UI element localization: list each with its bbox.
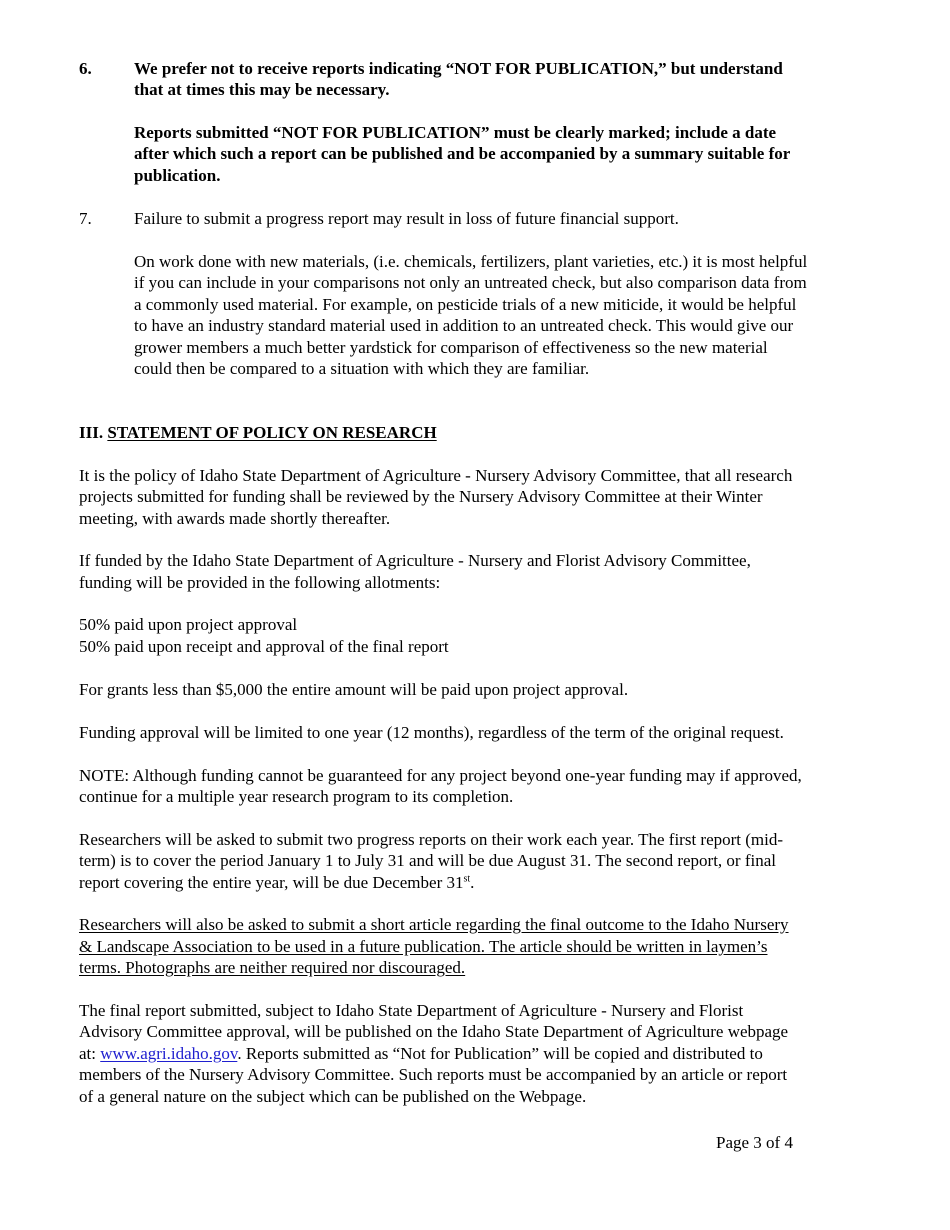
final-line-2: Advisory Committee approval, will be published on the Idaho State Department of Agriculture webpage xyxy=(79,1022,789,1041)
allotment-1: 50% paid upon project approval xyxy=(79,615,298,634)
policy-line-2: projects submitted for funding shall be reviewed by the Nursery Advisory Committee at their Winter xyxy=(79,487,763,506)
reports-line-1: Researchers will be asked to submit two progress reports on their work each year. The first report (mid- xyxy=(79,830,784,849)
final-after-text: . Reports submitted as “Not for Publication” will be copied and distributed to xyxy=(237,1044,763,1063)
section-title: STATEMENT OF POLICY ON RESEARCH xyxy=(107,423,437,442)
final-line-4: members of the Nursery Advisory Committee. Such reports must be accompanied by an article or report xyxy=(79,1065,788,1084)
item-6-line-1: We prefer not to receive reports indicating “NOT FOR PUBLICATION,” but understand xyxy=(134,59,783,78)
item-7-body-line-5: grower members a much better yardstick for comparison of effectiveness so the new material xyxy=(134,338,768,357)
article-line-1: Researchers will also be asked to submit a short article regarding the final outcome to the Idaho Nursery xyxy=(79,915,789,934)
policy-line-1: It is the policy of Idaho State Department of Agriculture - Nursery Advisory Committee, that all research xyxy=(79,466,793,485)
reports-line-2: term) is to cover the period January 1 to July 31 and will be due August 31. The second report, or final xyxy=(79,851,776,870)
agri-website-link[interactable]: www.agri.idaho.gov xyxy=(100,1044,238,1063)
funded-line-2: funding will be provided in the following allotments: xyxy=(79,573,441,592)
limit-line: Funding approval will be limited to one year (12 months), regardless of the term of the original request. xyxy=(79,723,784,742)
item-7-body-line-2: if you can include in your comparisons not only an untreated check, but also comparison data from xyxy=(134,273,807,292)
reports-line-3 xyxy=(79,872,474,894)
item-6-note-line-3: publication. xyxy=(134,166,221,185)
funded-line-1: If funded by the Idaho State Department of Agriculture - Nursery and Florist Advisory Committee, xyxy=(79,551,751,570)
item-7-body-line-3: a commonly used material. For example, on pesticide trials of a new miticide, it would be helpful xyxy=(134,295,797,314)
reports-line-3-end: . xyxy=(470,873,475,892)
page-number: Page 3 of 4 xyxy=(716,1133,793,1152)
item-7-number: 7. xyxy=(79,209,92,228)
note-line-2: continue for a multiple year research program to its completion. xyxy=(79,787,514,806)
policy-line-3: meeting, with awards made shortly thereafter. xyxy=(79,509,391,528)
item-6-line-2: that at times this may be necessary. xyxy=(134,80,390,99)
article-line-2: & Landscape Association to be used in a future publication. The article should be written in laymen’s xyxy=(79,937,768,956)
note-line-1: NOTE: Although funding cannot be guaranteed for any project beyond one-year funding may if approved, xyxy=(79,766,802,785)
section-numeral: III. xyxy=(79,423,104,442)
item-6-number: 6. xyxy=(79,59,92,78)
grants-line: For grants less than $5,000 the entire amount will be paid upon project approval. xyxy=(79,680,629,699)
item-7-body-line-4: to have an industry standard material used in addition to an untreated check. This would give our xyxy=(134,316,794,335)
allotment-2: 50% paid upon receipt and approval of the final report xyxy=(79,637,449,656)
reports-line-3-text: report covering the entire year, will be due December 31 xyxy=(79,873,464,892)
final-line-5: of a general nature on the subject which can be published on the Webpage. xyxy=(79,1087,587,1106)
item-7-body-line-1: On work done with new materials, (i.e. chemicals, fertilizers, plant varieties, etc.) it is most helpful xyxy=(134,252,808,271)
final-line-1: The final report submitted, subject to Idaho State Department of Agriculture - Nursery and Florist xyxy=(79,1001,744,1020)
final-at-text: at: xyxy=(79,1044,101,1063)
final-line-3 xyxy=(79,1043,763,1065)
ordinal-suffix: st xyxy=(463,873,471,885)
section-heading xyxy=(79,422,437,444)
article-line-3: terms. Photographs are neither required nor discouraged. xyxy=(79,958,466,977)
item-6-note-line-1: Reports submitted “NOT FOR PUBLICATION” must be clearly marked; include a date xyxy=(134,123,777,142)
item-7-line-1: Failure to submit a progress report may result in loss of future financial support. xyxy=(134,209,679,228)
item-7-body-line-6: could then be compared to a situation with which they are familiar. xyxy=(134,359,590,378)
item-6-note-line-2: after which such a report can be published and be accompanied by a summary suitable for xyxy=(134,144,791,163)
